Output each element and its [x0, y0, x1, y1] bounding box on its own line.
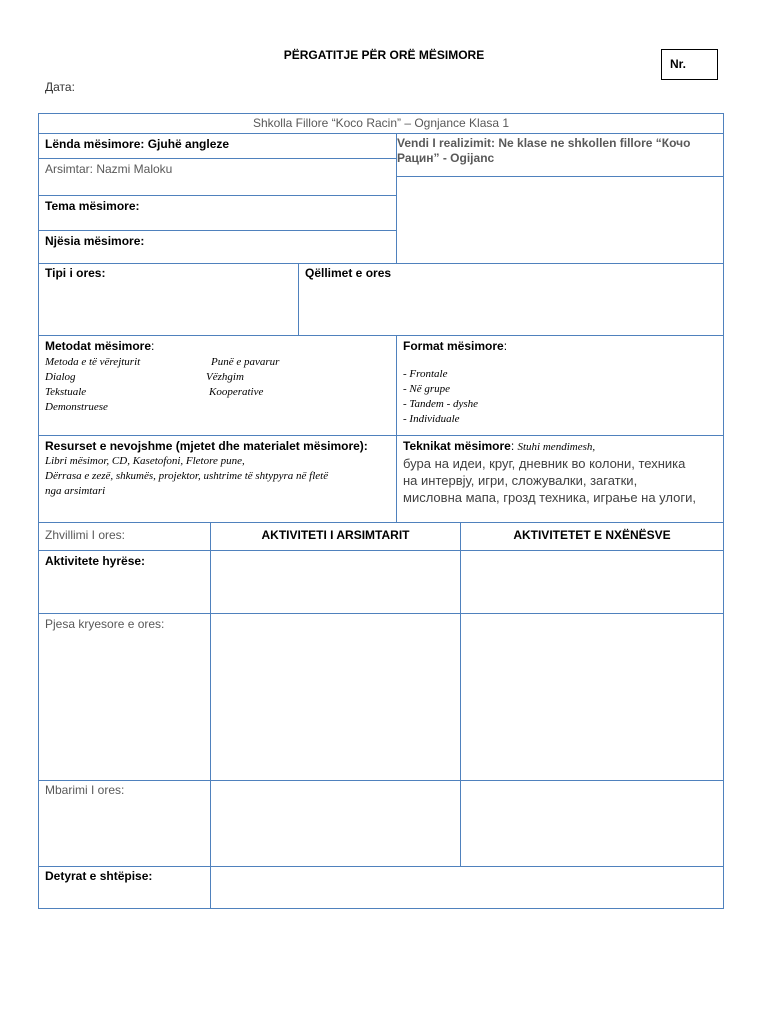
unit-cell: Njësia mësimore: — [39, 231, 397, 264]
subject-cell: Lënda mësimore: Gjuhë angleze — [39, 134, 397, 159]
intro-activities-label: Aktivitete hyrëse: — [39, 551, 211, 614]
forms-label: Format mësimore — [403, 339, 504, 353]
lesson-plan-table — [38, 113, 724, 909]
method-item: Vëzhgim — [206, 371, 244, 383]
form-item: - Individuale — [403, 413, 460, 425]
development-header: Zhvillimi I ores: — [39, 523, 211, 551]
technique-line: на интервју, игри, сложувалки, загатки, — [403, 473, 638, 488]
place-empty-cell — [397, 177, 723, 264]
student-activity-header: AKTIVITETET E NXËNËSVE — [461, 523, 723, 551]
technique-line: мисловна мапа, грозд техника, играње на улоги, — [403, 490, 696, 505]
methods-label: Metodat mësimore — [45, 339, 152, 353]
nr-box: Nr. — [661, 49, 718, 80]
method-item: Punë e pavarur — [211, 356, 280, 368]
technique-line: бура на идеи, круг, дневник во колони, техника — [403, 456, 686, 471]
form-item: - Frontale — [403, 368, 448, 380]
intro-teacher-cell — [211, 551, 461, 614]
techniques-label: Teknikat mësimore — [403, 439, 511, 453]
main-teacher-cell — [211, 614, 461, 781]
method-item: Tekstuale — [45, 386, 87, 398]
methods-cell: Metodat mësimore: Metoda e të vërejturit Punë e pavarur Dialog Vëzhgim Tekstuale Kooperative Demonstruese — [39, 336, 397, 436]
page-title: PËRGATITJE PËR ORË MËSIMORE — [283, 48, 485, 62]
resource-line: Libri mësimor, CD, Kasetofoni, Fletore pune, — [45, 455, 245, 467]
school-line: Shkolla Fillore “Koco Racin” – Ognjance Klasa 1 — [39, 114, 723, 134]
resource-line: nga arsimtari — [45, 485, 106, 497]
method-item: Dialog — [45, 371, 76, 383]
homework-label: Detyrat e shtëpise: — [39, 867, 211, 908]
resources-label: Resurset e nevojshme (mjetet dhe materialet mësimore) — [45, 439, 364, 453]
ending-label: Mbarimi I ores: — [39, 781, 211, 867]
forms-cell: Format mësimore: - Frontale - Në grupe - Tandem - dyshe - Individuale — [397, 336, 723, 436]
lesson-type-cell: Tipi i ores: — [39, 264, 299, 336]
intro-student-cell — [461, 551, 723, 614]
teacher-cell: Arsimtar: Nazmi Maloku — [39, 159, 397, 196]
date-label: Дата: — [45, 80, 75, 94]
form-item: - Tandem - dyshe — [403, 398, 479, 410]
main-student-cell — [461, 614, 723, 781]
ending-teacher-cell — [211, 781, 461, 867]
homework-cell — [211, 867, 723, 908]
resources-cell: Resurset e nevojshme (mjetet dhe materialet mësimore): Libri mësimor, CD, Kasetofoni, Fletore pune, Dërrasa e zezë, shkumës, projektor, ushtrime të shtypyra në fletë nga arsimtari — [39, 436, 397, 523]
method-item: Kooperative — [209, 386, 264, 398]
techniques-inline: Stuhi mendimesh, — [517, 441, 596, 453]
main-part-label: Pjesa kryesore e ores: — [39, 614, 211, 781]
teacher-activity-header: AKTIVITETI I ARSIMTARIT — [211, 523, 461, 551]
method-item: Metoda e të vërejturit — [45, 356, 141, 368]
resource-line: Dërrasa e zezë, shkumës, projektor, ushtrime të shtypyra në fletë — [45, 470, 329, 482]
goals-cell: Qëllimet e ores — [299, 264, 723, 336]
topic-cell: Tema mësimore: — [39, 196, 397, 231]
place-cell: Vendi I realizimit: Ne klase ne shkollen fillore “Кочо Рацин” - Ogijanc — [397, 134, 723, 177]
method-item: Demonstruese — [45, 401, 108, 413]
ending-student-cell — [461, 781, 723, 867]
techniques-cell: Teknikat mësimore: Stuhi mendimesh, бура на идеи, круг, дневник во колони, техника на интервју, игри, сложувалки, загатки, мисловна мапа, грозд техника, играње на улоги, — [397, 436, 723, 523]
form-item: - Në grupe — [403, 383, 451, 395]
